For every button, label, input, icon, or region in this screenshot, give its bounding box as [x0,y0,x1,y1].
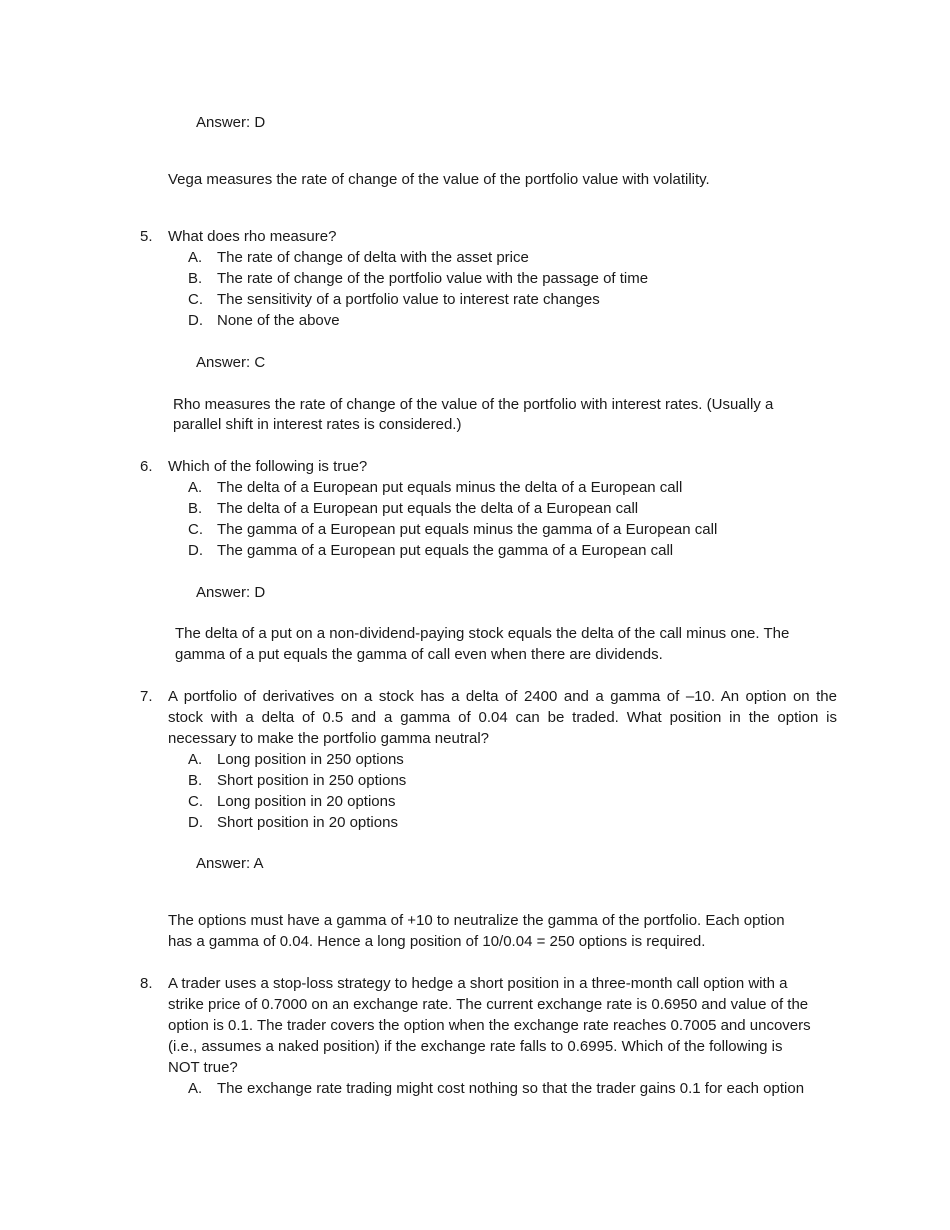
question-text-5: What does rho measure? [168,228,337,245]
explanation-q6-line1: The delta of a put on a non-dividend-paying stock equals the delta of the call minus one. The [175,625,790,642]
answer-q7: Answer: A [196,855,264,872]
option-letter-7b: B. [188,772,203,789]
question-number-8: 8. [140,975,153,992]
option-text-7c: Long position in 20 options [217,793,396,810]
option-letter-6c: C. [188,521,203,538]
option-text-8a: The exchange rate trading might cost nothing so that the trader gains 0.1 for each option [217,1080,805,1097]
answer-q4: Answer: D [196,114,266,131]
question-text-7-line1: A portfolio of derivatives on a stock has a delta of 2400 and a gamma of –10. An option on the [168,688,837,705]
question-text-7-line3: necessary to make the portfolio gamma neutral? [168,730,489,747]
question-text-8-line5: NOT true? [168,1059,238,1076]
option-letter-5a: A. [188,249,203,266]
question-number-6: 6. [140,458,153,475]
option-letter-5b: B. [188,270,203,287]
option-text-5d: None of the above [217,312,340,329]
option-text-7b: Short position in 250 options [217,772,407,789]
question-text-6: Which of the following is true? [168,458,368,475]
explanation-q5-line1: Rho measures the rate of change of the value of the portfolio with interest rates. (Usually a [173,396,774,413]
option-text-5b: The rate of change of the portfolio value with the passage of time [217,270,649,287]
option-text-6d: The gamma of a European put equals the gamma of a European call [217,542,674,559]
explanation-q6-line2: gamma of a put equals the gamma of call even when there are dividends. [175,646,663,663]
question-text-8-line2: strike price of 0.7000 on an exchange rate. The current exchange rate is 0.6950 and value of the [168,996,809,1013]
question-number-7: 7. [140,688,153,705]
question-number-5: 5. [140,228,153,245]
question-text-7-line2: stock with a delta of 0.5 and a gamma of 0.04 can be traded. What position in the option is [168,709,837,726]
explanation-q5-line2: parallel shift in interest rates is considered.) [173,416,462,433]
option-text-5c: The sensitivity of a portfolio value to interest rate changes [217,291,600,308]
option-letter-8a: A. [188,1080,203,1097]
option-letter-7a: A. [188,751,203,768]
option-letter-7d: D. [188,814,203,831]
option-letter-5c: C. [188,291,203,308]
explanation-q7-line1: The options must have a gamma of +10 to neutralize the gamma of the portfolio. Each option [168,912,785,929]
explanation-q4: Vega measures the rate of change of the value of the portfolio value with volatility. [168,171,710,188]
option-letter-6a: A. [188,479,203,496]
question-text-8-line1: A trader uses a stop-loss strategy to hedge a short position in a three-month call option with a [168,975,788,992]
option-letter-7c: C. [188,793,203,810]
option-letter-6b: B. [188,500,203,517]
option-text-7d: Short position in 20 options [217,814,398,831]
answer-q5: Answer: C [196,354,266,371]
answer-q6: Answer: D [196,584,266,601]
option-text-6b: The delta of a European put equals the delta of a European call [217,500,639,517]
question-text-8-line4: (i.e., assumes a naked position) if the exchange rate falls to 0.6995. Which of the following is [168,1038,783,1055]
explanation-q7-line2: has a gamma of 0.04. Hence a long position of 10/0.04 = 250 options is required. [168,933,706,950]
question-text-8-line3: option is 0.1. The trader covers the option when the exchange rate reaches 0.7005 and uncovers [168,1017,811,1034]
option-text-6a: The delta of a European put equals minus the delta of a European call [217,479,683,496]
option-text-5a: The rate of change of delta with the asset price [217,249,529,266]
option-letter-5d: D. [188,312,203,329]
option-text-6c: The gamma of a European put equals minus the gamma of a European call [217,521,718,538]
option-text-7a: Long position in 250 options [217,751,404,768]
option-letter-6d: D. [188,542,203,559]
